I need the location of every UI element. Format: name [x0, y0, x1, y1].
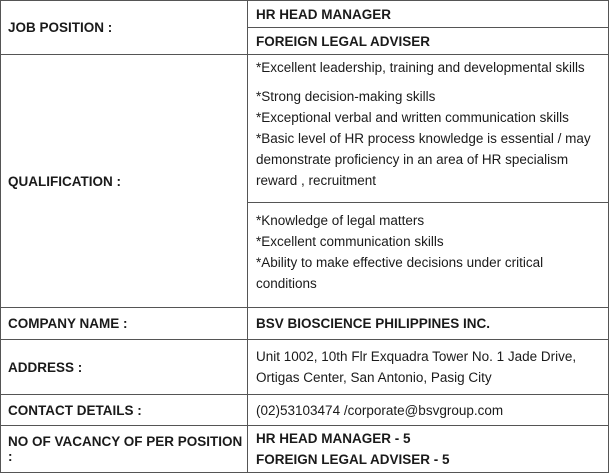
qualification-first-line-cell — [248, 57, 608, 78]
vacancy-value-cell — [248, 428, 608, 470]
address-label: ADDRESS : — [1, 340, 248, 394]
company-row — [1, 308, 608, 340]
company-value-cell — [248, 313, 608, 334]
qualification-hr-manager-cell — [248, 86, 608, 203]
address-row — [1, 340, 608, 395]
company-label: COMPANY NAME : — [1, 308, 248, 339]
contact-value-cell — [248, 400, 608, 421]
job-position-label: JOB POSITION : — [1, 1, 248, 54]
qualification-hr-line-3: *Basic level of HR process knowledge is essential / may — [256, 131, 591, 146]
contact-value: (02)53103474 /corporate@bsvgroup.com — [256, 403, 504, 418]
qualification-row — [1, 55, 608, 308]
vacancy-row — [1, 426, 608, 472]
company-value: BSV BIOSCIENCE PHILIPPINES INC. — [256, 316, 491, 331]
qualification-hr-line-4: demonstrate proficiency in an area of HR specialism — [256, 152, 569, 167]
job-position-1: HR HEAD MANAGER — [256, 7, 391, 22]
qualification-legal-adviser-cell — [248, 210, 608, 294]
qualification-legal-line-4: conditions — [256, 276, 317, 291]
vacancy-label: NO OF VACANCY OF PER POSITION : — [1, 426, 248, 472]
address-line-2: Ortigas Center, San Antonio, Pasig City — [256, 370, 492, 385]
vacancy-line-2: FOREIGN LEGAL ADVISER - 5 — [256, 452, 450, 467]
vacancy-line-1: HR HEAD MANAGER - 5 — [256, 431, 411, 446]
qualification-legal-line-1: *Knowledge of legal matters — [256, 213, 425, 228]
qualification-legal-line-2: *Excellent communication skills — [256, 234, 444, 249]
qualification-hr-line-5: reward , recruitment — [256, 173, 377, 188]
contact-row — [1, 395, 608, 426]
contact-label: CONTACT DETAILS : — [1, 395, 248, 425]
address-line-1: Unit 1002, 10th Flr Exquadra Tower No. 1 Jade Drive, — [256, 349, 577, 364]
job-position-1-cell — [248, 1, 608, 28]
qualification-hr-line-1: *Strong decision-making skills — [256, 89, 436, 104]
qualification-legal-line-3: *Ability to make effective decisions under critical — [256, 255, 544, 270]
address-value-cell — [248, 346, 608, 388]
qualification-hr-line-2: *Exceptional verbal and written communication skills — [256, 110, 569, 125]
qualification-first-line: *Excellent leadership, training and developmental skills — [256, 60, 585, 75]
qualification-label: QUALIFICATION : — [1, 55, 248, 307]
job-position-row — [1, 1, 608, 55]
job-position-2: FOREIGN LEGAL ADVISER — [256, 34, 431, 49]
job-position-2-cell — [248, 28, 608, 55]
